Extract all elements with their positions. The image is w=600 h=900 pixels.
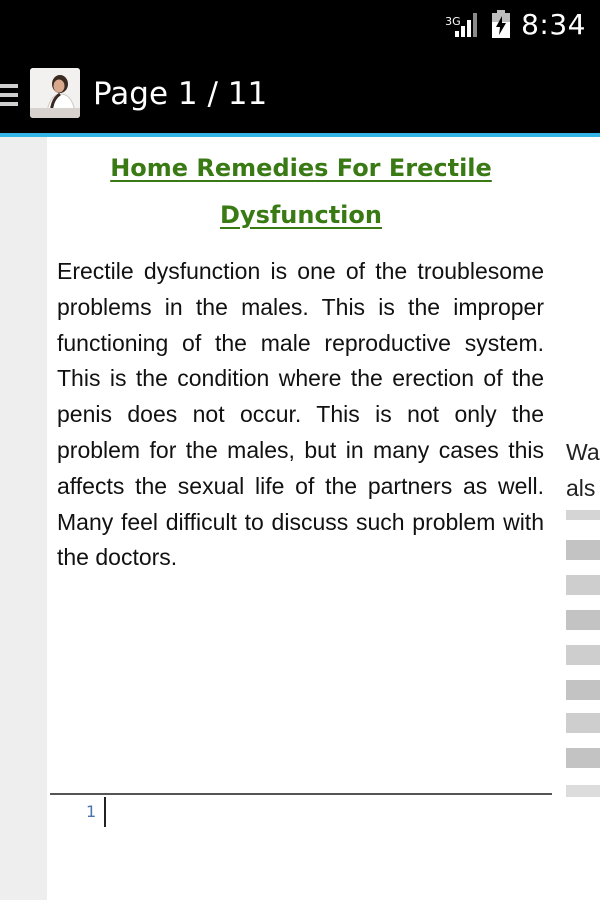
blurred-text-block (566, 575, 600, 595)
next-page-peek-line: Wa (566, 439, 600, 465)
next-page-peek-line: als (566, 475, 596, 501)
signal-icon (447, 9, 481, 39)
menu-icon[interactable] (0, 82, 20, 108)
blurred-text-block (566, 680, 600, 700)
document-body: Erectile dysfunction is one of the troublesome problems in the males. This is the improper functioning of the male reproductive system. This is the condition where the erection of the penis does not occur. This is not only the problem for the males, but in many cases this affects the sexual life of the partners as well. Many feel difficult to discuss such problem with the doctors. (57, 258, 544, 571)
status-icons (447, 0, 586, 48)
blurred-text-block (566, 610, 600, 630)
page-footer-divider (50, 793, 552, 795)
blurred-text-block (566, 510, 600, 520)
clock: 8:34 (521, 7, 586, 41)
app-logo-icon[interactable] (30, 68, 80, 118)
blurred-text-block (566, 540, 600, 560)
status-bar (0, 0, 600, 48)
app-bar (0, 48, 600, 134)
text-cursor (104, 797, 106, 827)
battery-icon (491, 9, 511, 39)
page-title: Page 1 / 11 (93, 76, 268, 112)
blurred-text-block (566, 785, 600, 797)
page-number: 1 (86, 802, 97, 821)
blurred-text-block (566, 713, 600, 733)
blurred-text-block (566, 748, 600, 768)
document-title: Home Remedies For Erectile Dysfunction (110, 154, 492, 229)
network-type-label: 3G (445, 15, 461, 28)
blurred-text-block (566, 645, 600, 665)
